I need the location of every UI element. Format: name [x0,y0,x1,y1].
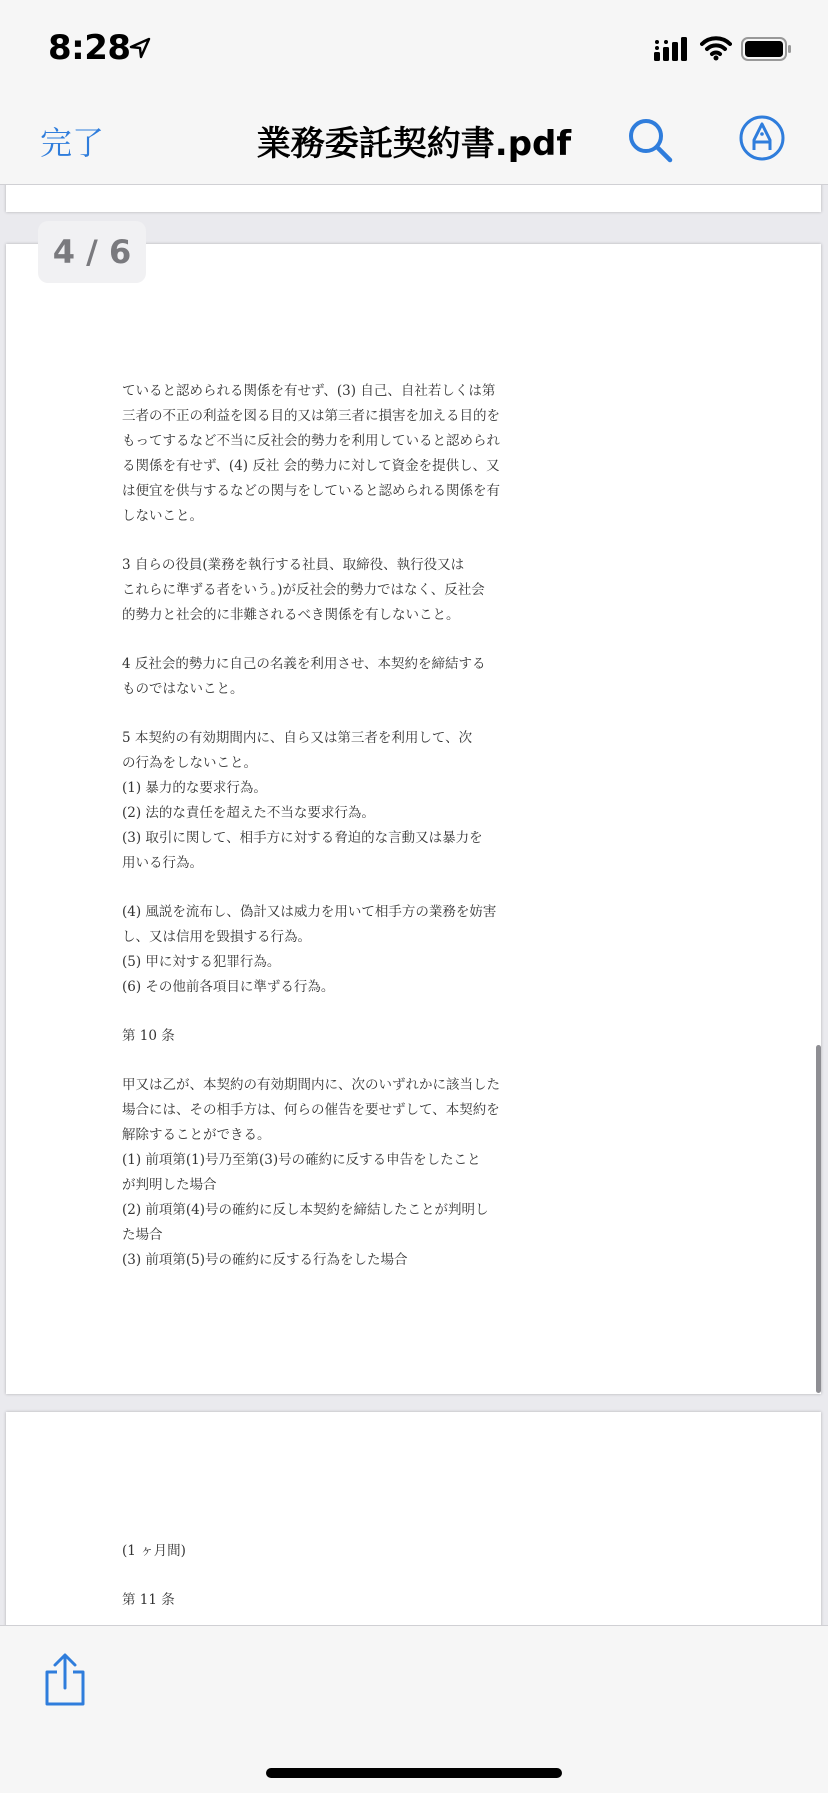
home-indicator [266,1768,562,1778]
done-button[interactable]: 完了 [40,118,104,164]
nav-bar [0,92,828,185]
share-icon[interactable] [42,1652,88,1708]
pdf-page-next[interactable] [6,1412,821,1625]
page-text [122,379,562,1273]
paragraph: 3 自らの役員(業務を執行する社員、取締役、執行役又は これらに準ずる者をいう。)が反社会的勢力ではなく、反社会 的勢力と社会的に非難されるべき関係を有しないこと。 [122,557,485,623]
paragraph: 4 反社会的勢力に自己の名義を利用させ、本契約を締結する ものではないこと。 [122,656,486,697]
location-arrow-icon [128,36,152,60]
wifi-icon [700,35,732,61]
cellular-signal-icon [654,37,690,61]
pdf-page-previous[interactable] [6,185,821,212]
pdf-page-current[interactable] [6,244,821,1394]
paragraph: 甲又は乙が、本契約の有効期間内に、次のいずれかに該当した 場合には、その相手方は、何らの催告を要せずして、本契約を 解除することができる。 (1) 前項第(1)号乃至第(3)号の確約に反する申告をしたこと が判明した場合 (2) 前項第(4)号の確約に反し本契約を締結したことが判明し た場合 (3) 前項第(5)号の確約に反する行為をした場合 [122,1077,500,1268]
status-bar [0,0,828,92]
paragraph: 5 本契約の有効期間内に、自ら又は第三者を利用して、次 の行為をしないこと。 (1) 暴力的な要求行為。 (2) 法的な責任を超えた不当な要求行為。 (3) 取引に関して、相手方に対する脅迫的な言動又は暴力を 用いる行為。 [122,730,483,871]
page-text [122,1539,562,1613]
page-indicator: 4 / 6 [38,221,146,283]
paragraph: (4) 風説を流布し、偽計又は威力を用いて相手方の業務を妨害 し、又は信用を毀損する行為。 (5) 甲に対する犯罪行為。 (6) その他前各項目に準ずる行為。 [122,904,497,995]
article-heading: 第 10 条 [122,1028,175,1044]
pdf-viewer[interactable] [0,185,828,1625]
paragraph: (1 ヶ月間) [122,1543,186,1559]
status-time: 8:28 [48,28,131,68]
search-icon[interactable] [626,116,674,164]
markup-icon[interactable] [738,114,786,162]
paragraph: ていると認められる関係を有せず、(3) 自己、自社若しくは第 三者の不正の利益を図る目的又は第三者に損害を加える目的を もってするなど不当に反社会的勢力を利用していると認められ る関係を有せず、(4) 反社 会的勢力に対して資金を提供し、又 は便宜を供与するなどの関与をしていると認められる関係を有 しないこと。 [122,383,500,524]
document-title: 業務委託契約書.pdf [256,124,572,164]
battery-icon [741,37,793,61]
scroll-indicator[interactable] [816,1045,821,1393]
article-heading: 第 11 条 [122,1592,175,1608]
bottom-toolbar [0,1625,828,1793]
